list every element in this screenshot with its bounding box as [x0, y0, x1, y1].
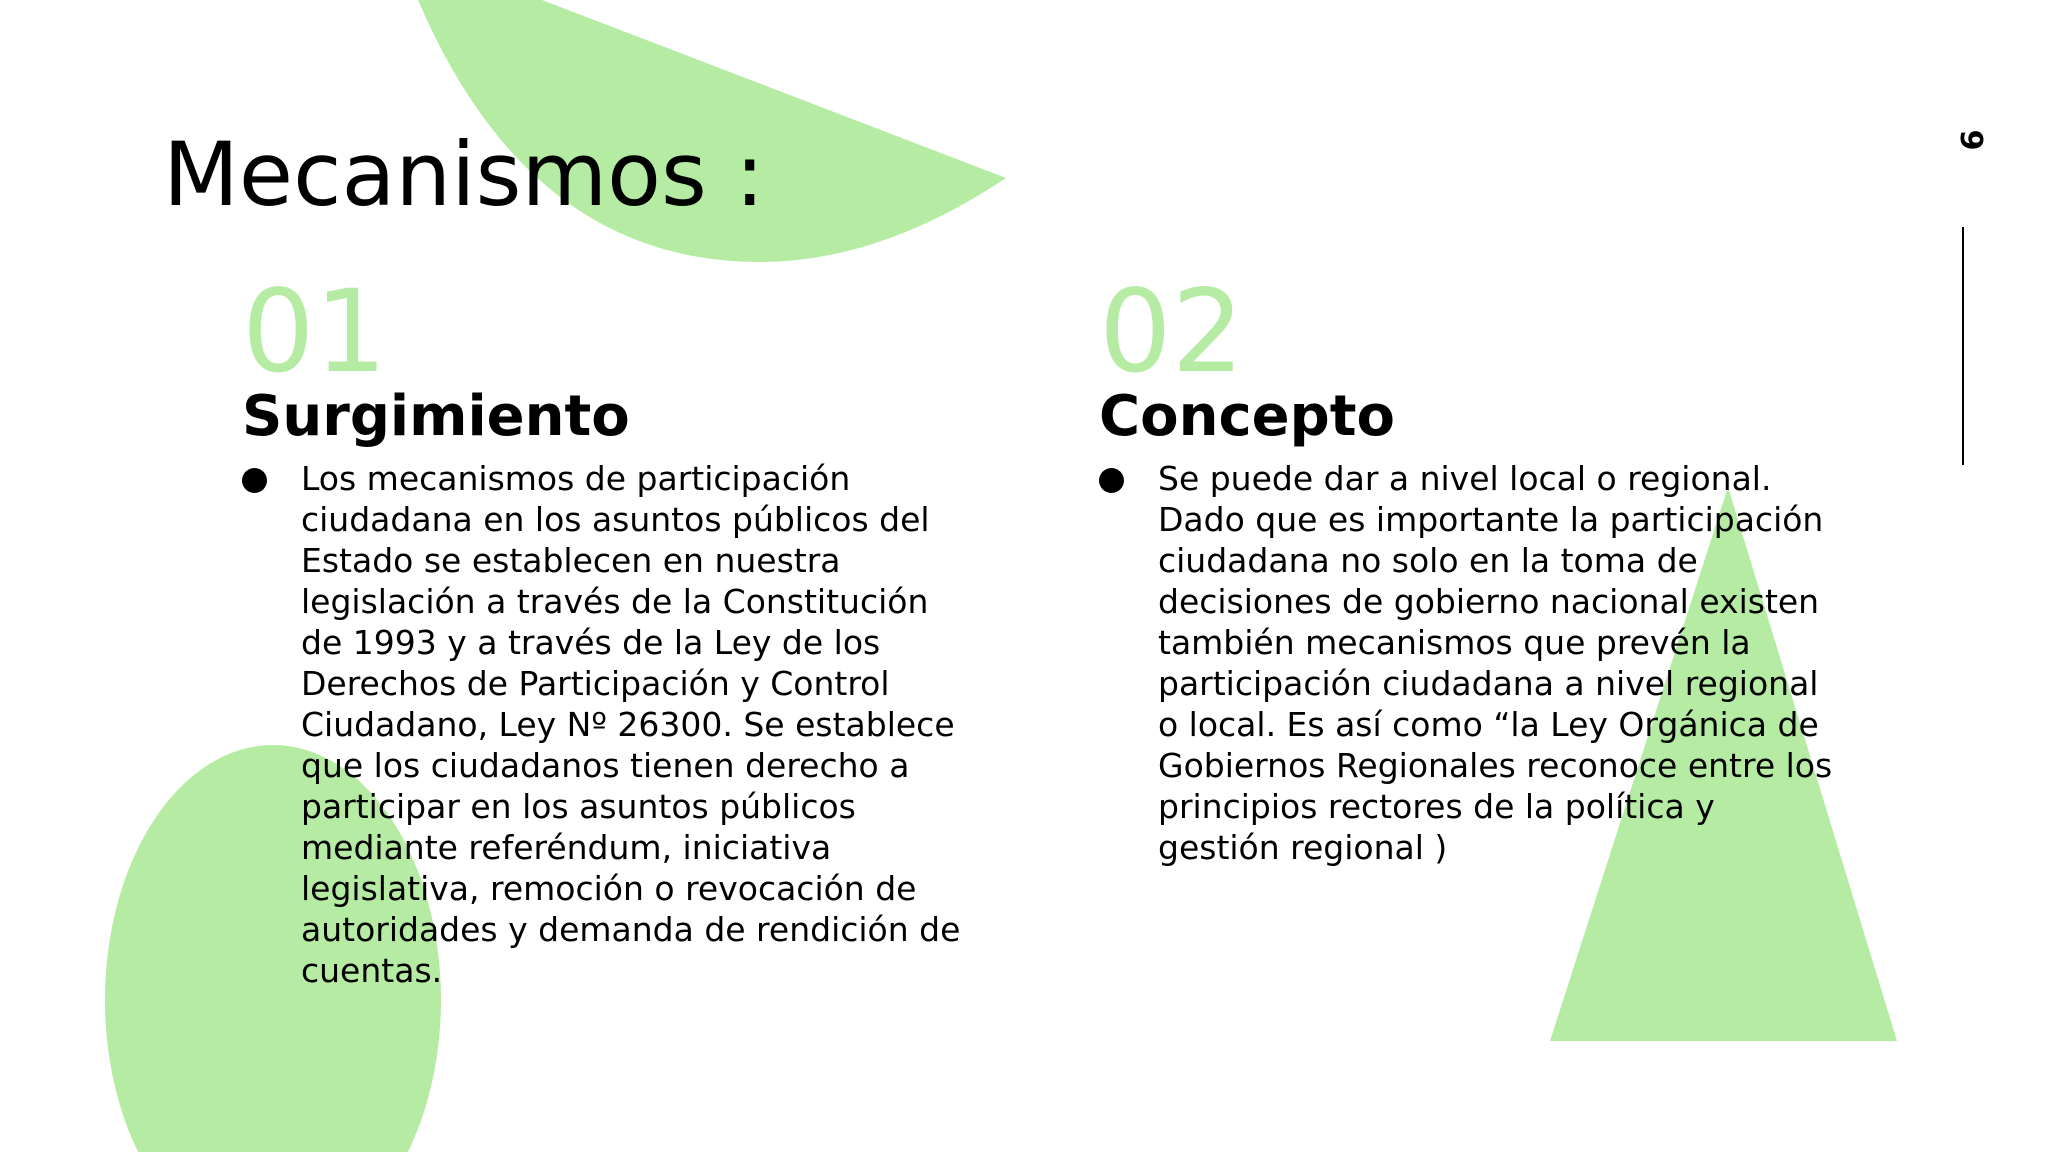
column-concepto: [1099, 265, 1839, 868]
section-heading: Concepto: [1099, 384, 1395, 449]
column-surgimiento: [242, 265, 962, 991]
section-number: 01: [242, 265, 388, 398]
slide-title: Mecanismos :: [163, 123, 765, 226]
bullet-list: [242, 458, 962, 991]
bullet-dot-icon: [242, 468, 267, 493]
bullet-dot-icon: [1099, 468, 1124, 493]
bullet-item: [301, 458, 962, 991]
page-number: 9: [1953, 129, 1989, 151]
section-number: 02: [1099, 265, 1245, 398]
bullet-text: Los mecanismos de participación ciudadana en los asuntos públicos del Estado se establecen en nuestra legislación a través de la Constitución de 1993 y a través de la Ley de los Derechos de Participación y Control Ciudadano, Ley Nº 26300. Se establece que los ciudadanos tienen derecho a participar en los asuntos públicos mediante referéndum, iniciativa legislativa, remoción o revocación de autoridades y demanda de rendición de cuentas.: [301, 459, 961, 991]
bullet-text: Se puede dar a nivel local o regional. Dado que es importante la participación ciudadana no solo en la toma de decisiones de gobierno nacional existen también mecanismos que prevén la participación ciudadana a nivel regional o local. Es así como “la Ley Orgánica de Gobiernos Regionales reconoce entre los principios rectores de la política y gestión regional ): [1158, 459, 1833, 868]
page-number-divider: [1962, 227, 1964, 465]
bullet-item: [1158, 458, 1839, 868]
bullet-list: [1099, 458, 1839, 868]
section-heading: Surgimiento: [242, 384, 630, 449]
